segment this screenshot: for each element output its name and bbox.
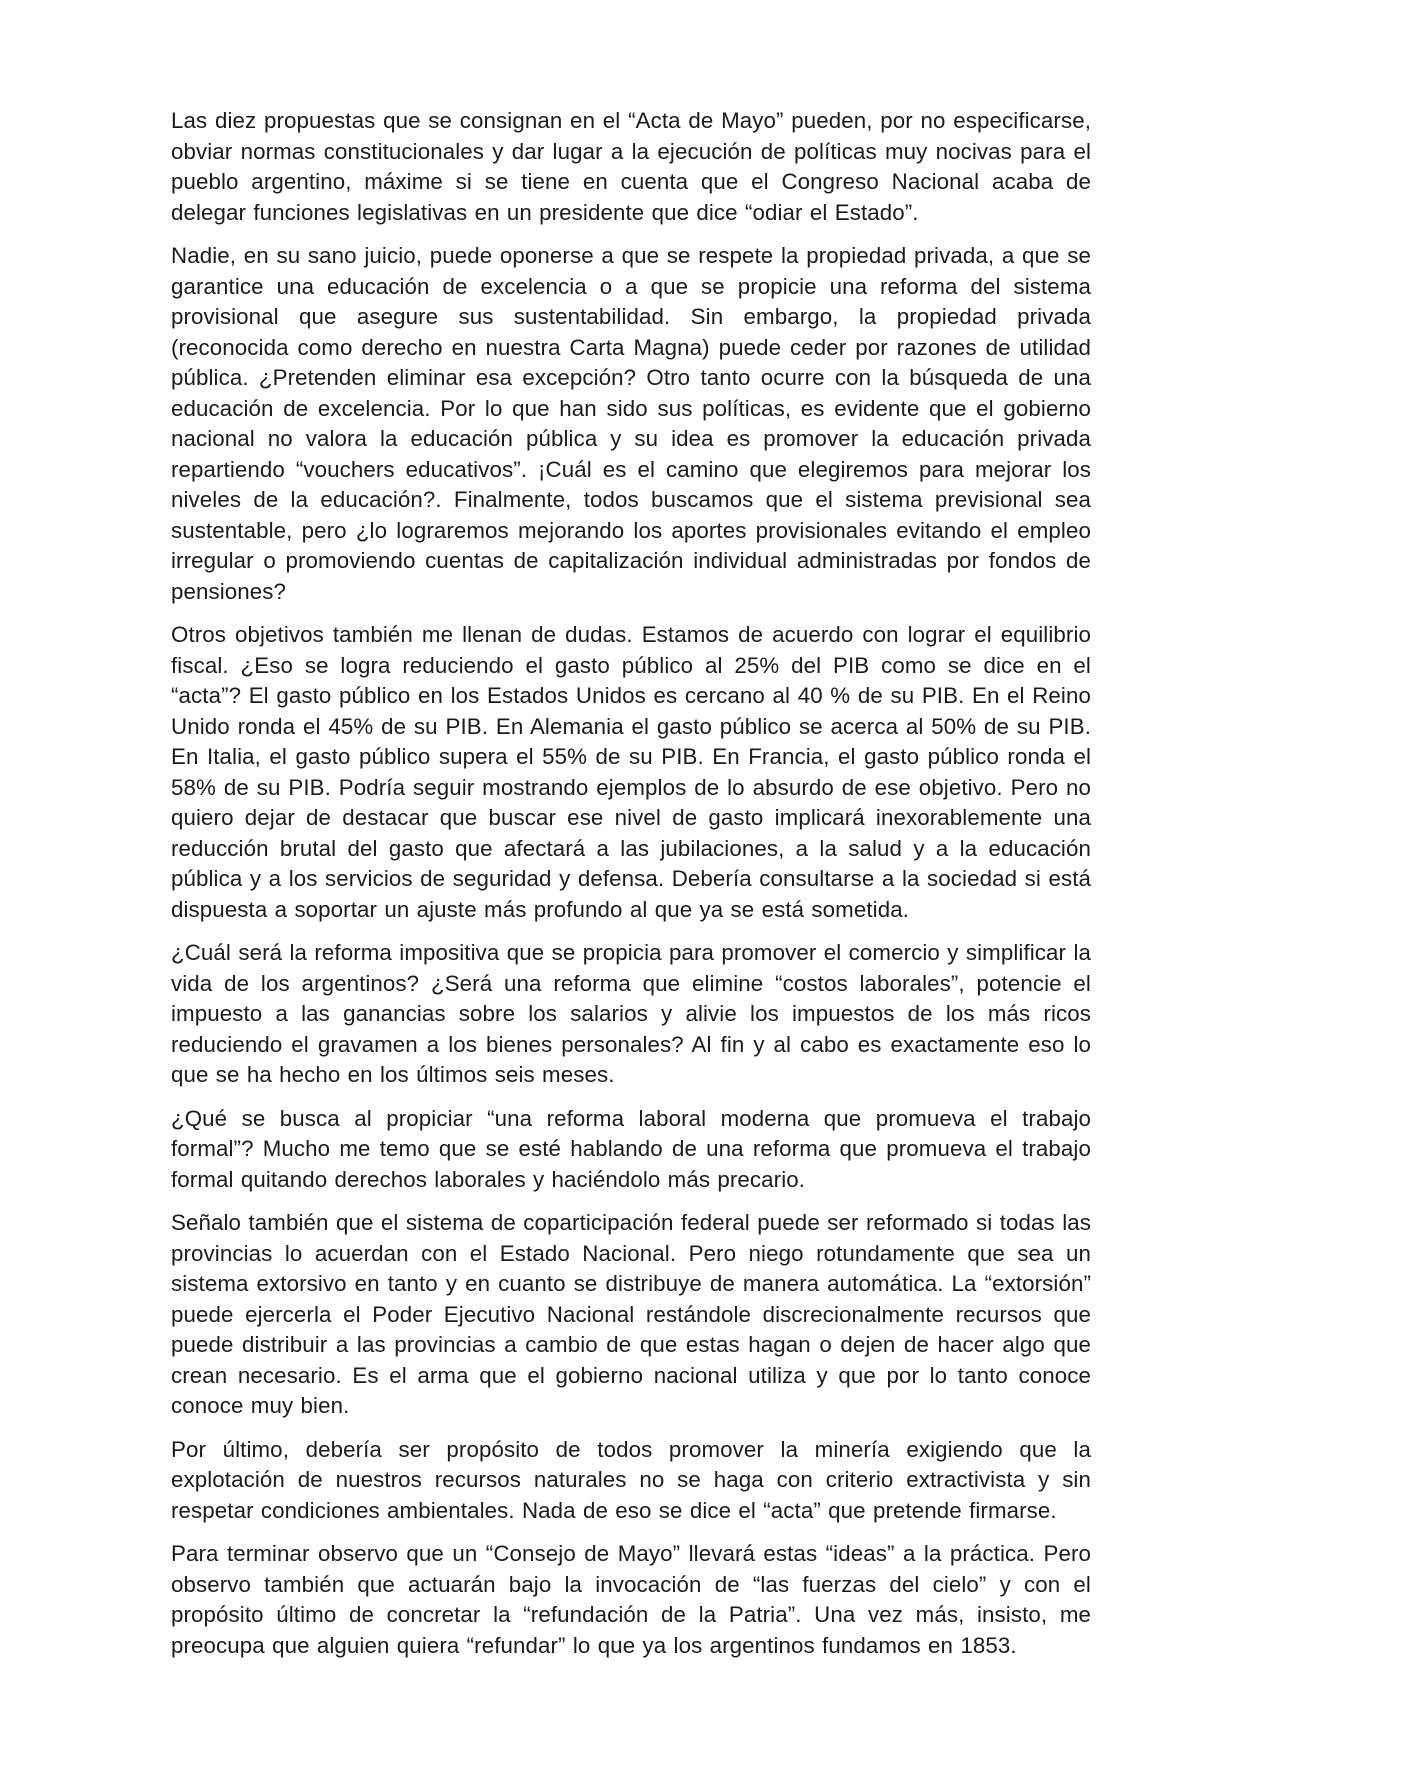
paragraph-reforma-impositiva: ¿Cuál será la reforma impositiva que se propicia para promover el comercio y simplificar la vida de los argentinos? ¿Será una reforma que elimine “costos laborales”, potencie el impuesto a las ganancias sobre los salarios y alivie los impuestos de los más ricos reduciendo el gravamen a los bienes personales? Al fin y al cabo es exactamente eso lo que se ha hecho en los últimos seis meses. (171, 940, 1091, 1087)
paragraph-acta-de-mayo: Las diez propuestas que se consignan en el “Acta de Mayo” pueden, por no especificarse, obviar normas constitucionales y dar lugar a la ejecución de políticas muy nocivas para el pueblo argentino, máxime si se tiene en cuenta que el Congreso Nacional acaba de delegar funciones legislativas en un presidente que dice “odiar el Estado”. (171, 108, 1091, 225)
text-column (171, 106, 1091, 1661)
paragraph-coparticipacion: Señalo también que el sistema de coparticipación federal puede ser reformado si todas las provincias lo acuerdan con el Estado Nacional. Pero niego rotundamente que sea un sistema extorsivo en tanto y en cuanto se distribuye de manera automática. La “extorsión” puede ejercerla el Poder Ejecutivo Nacional restándole discrecionalmente recursos que puede distribuir a las provincias a cambio de que estas hagan o dejen de hacer algo que crean necesario. Es el arma que el gobierno nacional utiliza y que por lo tanto conoce conoce muy bien. (171, 1210, 1091, 1418)
paragraph-consejo-de-mayo: Para terminar observo que un “Consejo de Mayo” llevará estas “ideas” a la práctica. Pero observo también que actuarán bajo la invocación de “las fuerzas del cielo” y con el propósito último de concretar la “refundación de la Patria”. Una vez más, insisto, me preocupa que alguien quiera “refundar” lo que ya los argentinos fundamos en 1853. (171, 1541, 1091, 1658)
paragraph-mineria: Por último, debería ser propósito de todos promover la minería exigiendo que la explotación de nuestros recursos naturales no se haga con criterio extractivista y sin respetar condiciones ambientales. Nada de eso se dice el “acta” que pretende firmarse. (171, 1436, 1091, 1523)
paragraph-propiedad-privada: Nadie, en su sano juicio, puede oponerse a que se respete la propiedad privada, a que se garantice una educación de excelencia o a que se propicie una reforma del sistema provisional que asegure sus sustentabilidad. Sin embargo, la propiedad privada (reconocida como derecho en nuestra Carta Magna) puede ceder por razones de utilidad pública. ¿Pretenden eliminar esa excepción? Otro tanto ocurre con la búsqueda de una educación de excelencia. Por lo que han sido sus políticas, es evidente que el gobierno nacional no valora la educación pública y su idea es promover la educación privada repartiendo “vouchers educativos”. ¡Cuál es el camino que elegiremos para mejorar los niveles de la educación?. Finalmente, todos buscamos que el sistema previsional sea sustentable, pero ¿lo lograremos mejorando los aportes provisionales evitando el empleo irregular o promoviendo cuentas de capitalización individual administradas por fondos de pensiones? (171, 243, 1091, 604)
paragraph-equilibrio-fiscal: Otros objetivos también me llenan de dudas. Estamos de acuerdo con lograr el equilibrio fiscal. ¿Eso se logra reduciendo el gasto público al 25% del PIB como se dice en el “acta”? El gasto público en los Estados Unidos es cercano al 40 % de su PIB. En el Reino Unido ronda el 45% de su PIB. En Alemania el gasto público se acerca al 50% de su PIB. En Italia, el gasto público supera el 55% de su PIB. En Francia, el gasto público ronda el 58% de su PIB. Podría seguir mostrando ejemplos de lo absurdo de ese objetivo. Pero no quiero dejar de destacar que buscar ese nivel de gasto implicará inexorablemente una reducción brutal del gasto que afectará a las jubilaciones, a la salud y a la educación pública y a los servicios de seguridad y defensa. Debería consultarse a la sociedad si está dispuesta a soportar un ajuste más profundo al que ya se está sometida. (171, 622, 1091, 922)
paragraph-reforma-laboral: ¿Qué se busca al propiciar “una reforma laboral moderna que promueva el trabajo formal”? Mucho me temo que se esté hablando de una reforma que promueva el trabajo formal quitando derechos laborales y haciéndolo más precario. (171, 1105, 1091, 1192)
